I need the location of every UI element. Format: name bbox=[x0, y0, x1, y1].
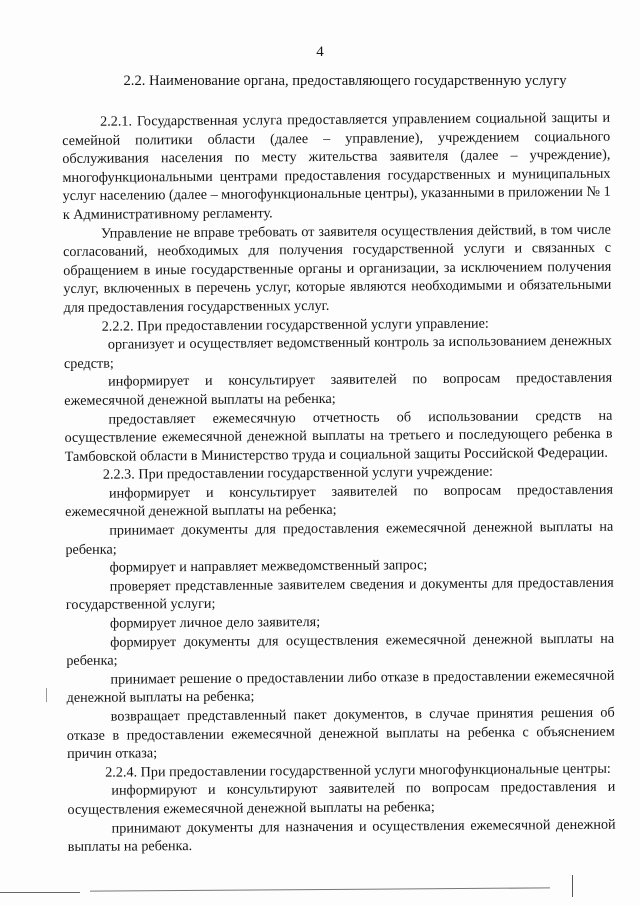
paragraph-2-2-4: 2.2.4. При предоставлении государственной услуги многофункциональные центры: bbox=[105, 760, 611, 781]
paragraph-restriction: Управление не вправе требовать от заявителя осуществления действий, в том числе согласований, необходимых для получения государственной услуги и связанных с обращением в иные государственные органы и организации, за исключением получения услуг, включенных в перечень услуг, которые являются необходимыми и обязательными для предоставления государственных услуг. bbox=[63, 221, 612, 316]
scan-edge-tick bbox=[572, 875, 573, 897]
list-item: информирует и консультирует заявителей по вопросам предоставления ежемесячной денежной выплаты на ребенка; bbox=[65, 481, 614, 521]
scan-edge-line bbox=[0, 892, 80, 893]
list-item: проверяет представленные заявителем сведения и документы для предоставления государственной услуги; bbox=[65, 574, 614, 614]
list-item: формирует документы для осуществления ежемесячной денежной выплаты на ребенка; bbox=[66, 630, 615, 670]
list-item: принимает документы для предоставления ежемесячной денежной выплаты на ребенка; bbox=[65, 518, 614, 558]
page-number: 4 bbox=[316, 44, 324, 60]
paragraph-2-2-3: 2.2.3. При предоставлении государственной услуги учреждение: bbox=[102, 463, 494, 483]
list-item: формирует личное дело заявителя; bbox=[109, 614, 321, 632]
list-item: возвращает представленный пакет документов, в случае принятия решения об отказе в предоставлении ежемесячной денежной выплаты на ребенка с объяснением причин отказа; bbox=[66, 704, 615, 763]
list-item: принимают документы для назначения и осуществления ежемесячной денежной выплаты на ребенка. bbox=[67, 816, 616, 856]
paragraph-2-2-2: 2.2.2. При предоставлении государственной услуги управление: bbox=[101, 315, 489, 335]
scan-margin-mark bbox=[46, 688, 47, 702]
paragraph-2-2-1: 2.2.1. Государственная услуга предоставляется управлением социальной защиты и семейной политики области (далее – управление), учреждением социального обслуживания населения по месту жительства заявителя (далее – учреждение), многофункциональными центрами предоставления государственных и муниципальных услуг населению (далее – многофункциональные центры), указанными в приложении № 1 к Административному регламенту. bbox=[62, 109, 611, 223]
scan-edge-line bbox=[90, 887, 550, 891]
list-item: формирует и направляет межведомственный запрос; bbox=[109, 557, 428, 576]
list-item: организует и осуществляет ведомственный контроль за использованием денежных средств; bbox=[63, 332, 612, 372]
list-item: предоставляет ежемесячную отчетность об использовании средств на осуществление ежемесячной денежной выплаты на третьего и последующего ребенка в Тамбовской области в Министерство труда и социальной защиты Российской Федерации. bbox=[64, 407, 613, 465]
list-item: информирует и консультирует заявителей по вопросам предоставления ежемесячной денежной выплаты на ребенка; bbox=[64, 370, 613, 409]
body-text bbox=[62, 109, 616, 857]
list-item: принимает решение о предоставлении либо отказе в предоставлении ежемесячной денежной выплаты на ребенка; bbox=[66, 667, 615, 707]
section-heading: 2.2. Наименование органа, предоставляющего государственную услугу bbox=[123, 73, 567, 89]
list-item: информируют и консультируют заявителей по вопросам предоставления и осуществления ежемесячной денежной выплаты на ребенка; bbox=[67, 779, 616, 818]
